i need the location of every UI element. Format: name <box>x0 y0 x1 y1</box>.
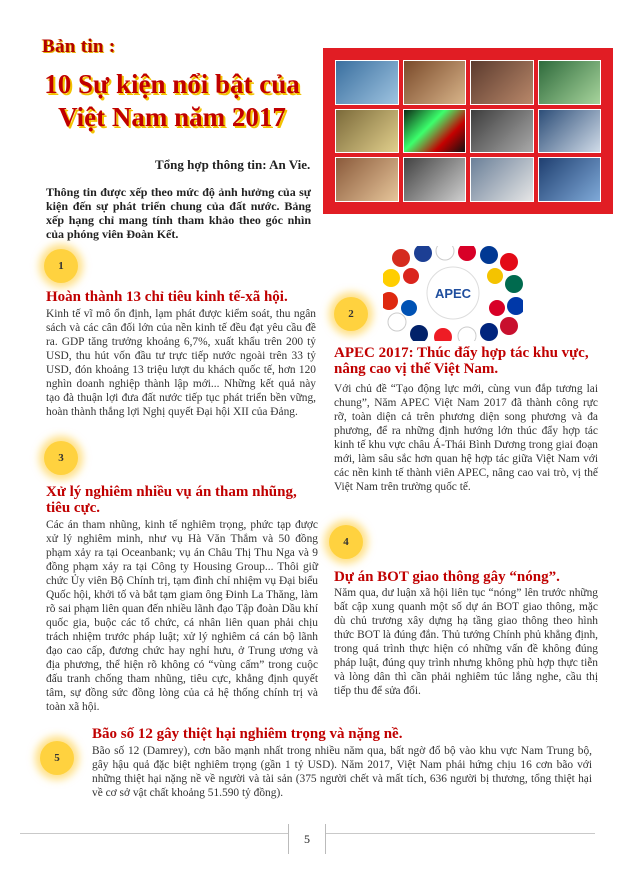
event-5-heading: Bão số 12 gây thiệt hại nghiêm trọng và nặng nề. <box>92 726 403 742</box>
event-4-number-badge: 4 <box>329 525 363 559</box>
page-title-line1: 10 Sự kiện nổi bật của <box>44 69 300 99</box>
apec-logo-text: APEC <box>434 286 472 301</box>
event-4-heading: Dự án BOT giao thông gây “nóng”. <box>334 569 560 585</box>
event-3-number-badge: 3 <box>44 441 78 475</box>
apec-flags-image <box>383 246 523 341</box>
page-title-line2: Việt Nam năm 2017 <box>58 102 286 132</box>
intro-paragraph: Thông tin được xếp theo mức độ ảnh hưởng của sự kiện đến sự phát triển chung của đất nước. Bảng xếp hạng chỉ mang tính tham khảo theo góc nhìn của phóng viên Đoàn Kết. <box>46 185 311 241</box>
event-5-number-badge: 5 <box>40 741 74 775</box>
section-label: Bản tin : <box>42 36 116 57</box>
event-2-body: Với chủ đề “Tạo động lực mới, cùng vun đắp tương lai chung”, Năm APEC Việt Nam 2017 đã thành công rực rỡ, toàn diện cả trên phương diện song phương và đa phương, để ra những định hướng lớn thúc đẩy hợp tác kinh tế khu vực châu Á-Thái Bình Dương trong giai đoạn mới, làm sâu sắc hơn quan hệ hợp tác giữa Việt Nam với các nền kinh tế thành viên APEC, nâng cao vai trò, vị thế Việt Nam trên trường quốc tế. <box>334 383 598 493</box>
event-4-body: Năm qua, dư luận xã hội liên tục “nóng” lên trước những bất cập xung quanh một số dự án BOT giao thông, mặc dù chủ trương xây dựng hạ tầng giao thông theo hình thức BOT là đúng đắn. Thủ tướng Chính phủ khẳng định, trong quá trình thực hiện có những vấn đề không đúng pháp luật, đúng quy trình nhưng không phù hợp thực tiễn và lòng dân thì cần phải nghiêm túc lắng nghe, cầu thị tiếp thu để sửa đổi. <box>334 587 598 697</box>
event-5-body: Bão số 12 (Damrey), cơn bão mạnh nhất trong nhiều năm qua, bất ngờ đổ bộ vào khu vực Nam Trung bộ, gây hậu quả đặc biệt nghiêm trọng (gần 1 tỷ USD). Năm 2017, Việt Nam phải hứng chịu 16 cơn bão với những thiệt hại nặng nề về người và tài sản (375 người chết và mất tích, 636 người bị thương, tổng thiệt hại về cơ sở vật chất khoảng 51.590 tỷ đồng). <box>92 745 592 799</box>
event-2-number-badge: 2 <box>334 297 368 331</box>
event-1-body: Kinh tế vĩ mô ổn định, lạm phát được kiểm soát, thu ngân sách và các cân đối lớn của nền kinh tế đều đạt yêu cầu đề ra. GDP tăng trưởng khoảng 6,7%, xuất khẩu trên 200 tỷ USD, thu hút vốn đầu tư trực tiếp nước ngoài trên 33 tỷ USD, đón khoảng 13 triệu lượt du khách quốc tế, hơn 120 nghìn doanh nghiệp thành lập mới... Những kết quả này tạo đà thuận lợi đưa đất nước tiếp tục phát triển bền vững, hoàn thành thắng lợi Nghị quyết Đại hội XII của Đảng. <box>46 308 316 418</box>
event-1-number-badge: 1 <box>44 249 78 283</box>
event-3-heading: Xử lý nghiêm nhiều vụ án tham nhũng, tiêu cực. <box>46 484 297 516</box>
event-2-heading: APEC 2017: Thúc đẩy hợp tác khu vực, nâng cao vị thế Việt Nam. <box>334 345 589 377</box>
author-credit: Tổng hợp thông tin: An Vie. <box>155 157 311 172</box>
news-photo-collage <box>323 48 613 214</box>
page-number: 5 <box>288 824 326 854</box>
event-3-body: Các án tham nhũng, kinh tế nghiêm trọng, phức tạp được xử lý nghiêm minh, như vụ Hà Văn Thắm và 50 đồng phạm xảy ra tại Oceanbank; vụ án Châu Thị Thu Nga và 9 đồng phạm xảy ra tại Công ty Housing Group... Thôi giữ chức Ủy viên Bộ Chính trị, tạm đình chỉ nhiệm vụ Đại biểu Quốc hội, khởi tố và bắt tạm giam ông Đinh La Thăng, làm rõ sai phạm liên quan đến nhiều lãnh đạo Tập đoàn Dầu khí quốc gia, buộc các tổ chức, cá nhân liên quan phải chịu trách nhiệm trước pháp luật; xử lý nghiêm cá cán bộ lãnh đạo cao cấp, đương chức hay nghỉ hưu, ở Trung ương và địa phương, thể hiện rõ không có “vùng cấm” trong cuộc đấu tranh chống tham nhũng, tiêu cực, khẳng định quyết tâm, sự đồng sức đồng lòng của cả hệ thống chính trị và toàn xã hội. <box>46 519 318 713</box>
event-1-heading: Hoàn thành 13 chỉ tiêu kinh tế-xã hội. <box>46 289 288 305</box>
